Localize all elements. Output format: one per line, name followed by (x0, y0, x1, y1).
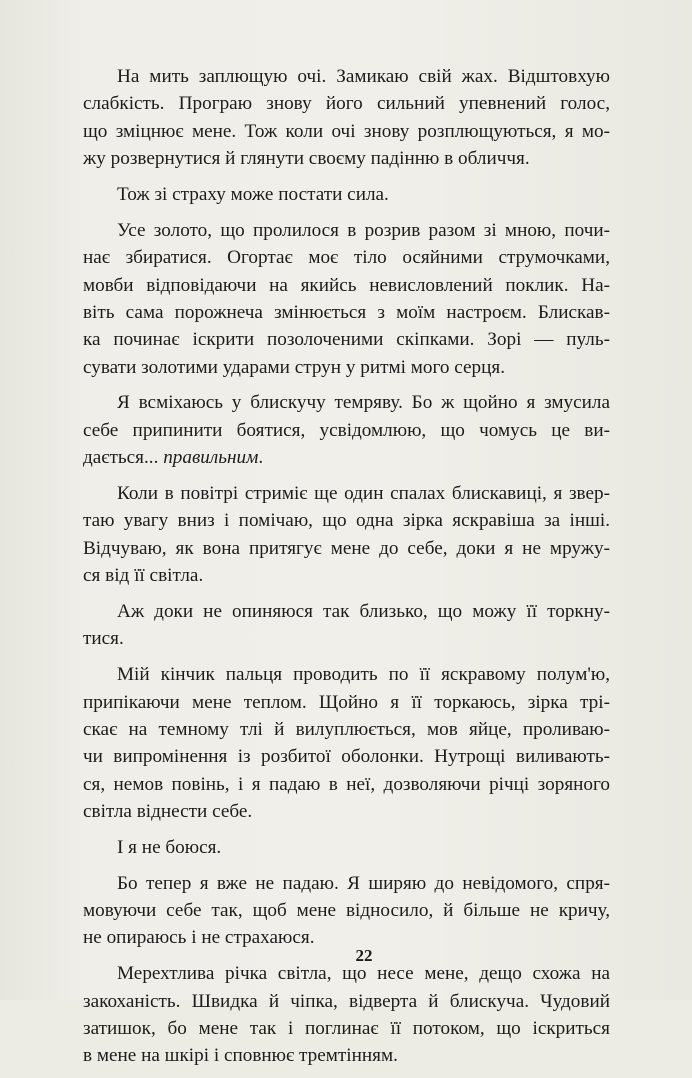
text-line: припікаючи мене теплом. Щойно я її торкаюсь, зірка трі- (83, 691, 610, 713)
text-line: Тож зі страху може постати сила. (117, 183, 389, 205)
text-line: закоханість. Швидка й чіпка, відверта й блискуча. Чудовий (83, 990, 610, 1012)
text-line: чи випромінення із розбитої оболонки. Нутрощі виливають- (83, 746, 610, 768)
text-line: мовби відповідаючи на якийсь невисловлений поклик. На- (83, 274, 610, 296)
text-line: таю увагу вниз і помічаю, що одна зірка яскравіша за інші. (83, 510, 610, 532)
text-line: віть сама порожнеча змінюється з моїм настроєм. Блискав- (83, 301, 610, 323)
italic-emphasis: правильним (163, 447, 259, 469)
text-line: Мій кінчик пальця проводить по її яскравому полум'ю, (117, 664, 610, 686)
text-line: нає збиратися. Огортає моє тіло осяйними струмочками, (83, 247, 610, 269)
text-line: Мерехтлива річка світла, що несе мене, дещо схожа на (117, 963, 610, 985)
text-line (83, 444, 610, 471)
body-text (83, 63, 610, 1078)
text-line: ся, немов повінь, і я падаю в неї, дозволяючи річці зоряного (83, 773, 610, 795)
text-line: в мене на шкірі і сповнює тремтінням. (83, 1045, 398, 1067)
page-number: 22 (355, 946, 373, 965)
text-line: Коли в повітрі стриміє ще один спалах блискавиці, я звер- (117, 483, 610, 505)
text-line: не опираюсь і не страхаюся. (83, 927, 315, 949)
paragraph (117, 834, 610, 861)
text-segment: . (258, 447, 264, 469)
text-line: ка починає іскрити позолоченими скіпками. Зорі — пуль- (83, 329, 610, 351)
paragraph (83, 870, 610, 952)
text-line: жу розвернутися й глянути своєму падінню в обличчя. (83, 148, 530, 170)
text-line: сувати золотими ударами струн у ритмі мого серця. (83, 356, 506, 378)
paragraph (83, 389, 610, 471)
text-line: Я всміхаюсь у блискучу темряву. Бо ж щойно я змусила (117, 392, 610, 414)
paragraph (83, 661, 610, 825)
text-line: затишок, бо мене так і поглинає її потоком, що іскриться (83, 1018, 610, 1040)
text-line: Відчуваю, як вона притягує мене до себе, доки я не мружу- (83, 537, 610, 559)
text-line: що зміцнює мене. Тож коли очі знову розплющуються, я мо- (83, 120, 610, 142)
text-line: ся від її світла. (83, 565, 204, 587)
text-line: На мить заплющую очі. Замикаю свій жах. Відштовхую (117, 66, 610, 87)
paragraph (83, 960, 610, 1070)
paragraph (117, 181, 610, 208)
paragraph (83, 598, 610, 653)
text-line: світла віднести себе. (83, 801, 253, 823)
paragraph (83, 217, 610, 381)
paragraph (83, 480, 610, 590)
text-line: слабкість. Програю знову його сильний упевнений голос, (83, 93, 610, 115)
text-line: себе припинити боятися, усвідомлюю, що чомусь це ви- (83, 419, 610, 441)
paragraph (83, 63, 610, 173)
text-line: мовуючи себе так, щоб мене відносило, й більше не кричу, (83, 900, 610, 922)
text-line: Усе золото, що пролилося в розрив разом зі мною, почи- (117, 219, 610, 241)
text-line: Бо тепер я вже не падаю. Я ширяю до невідомого, спря- (117, 872, 610, 894)
text-line: тися. (83, 628, 124, 650)
text-segment: дається... (83, 447, 164, 469)
text-line: скає на темному тлі й вилуплюється, мов яйце, проливаю- (83, 718, 610, 740)
text-line: Аж доки не опиняюся так близько, що можу її торкну- (117, 600, 610, 622)
text-line: І я не боюся. (117, 836, 222, 858)
